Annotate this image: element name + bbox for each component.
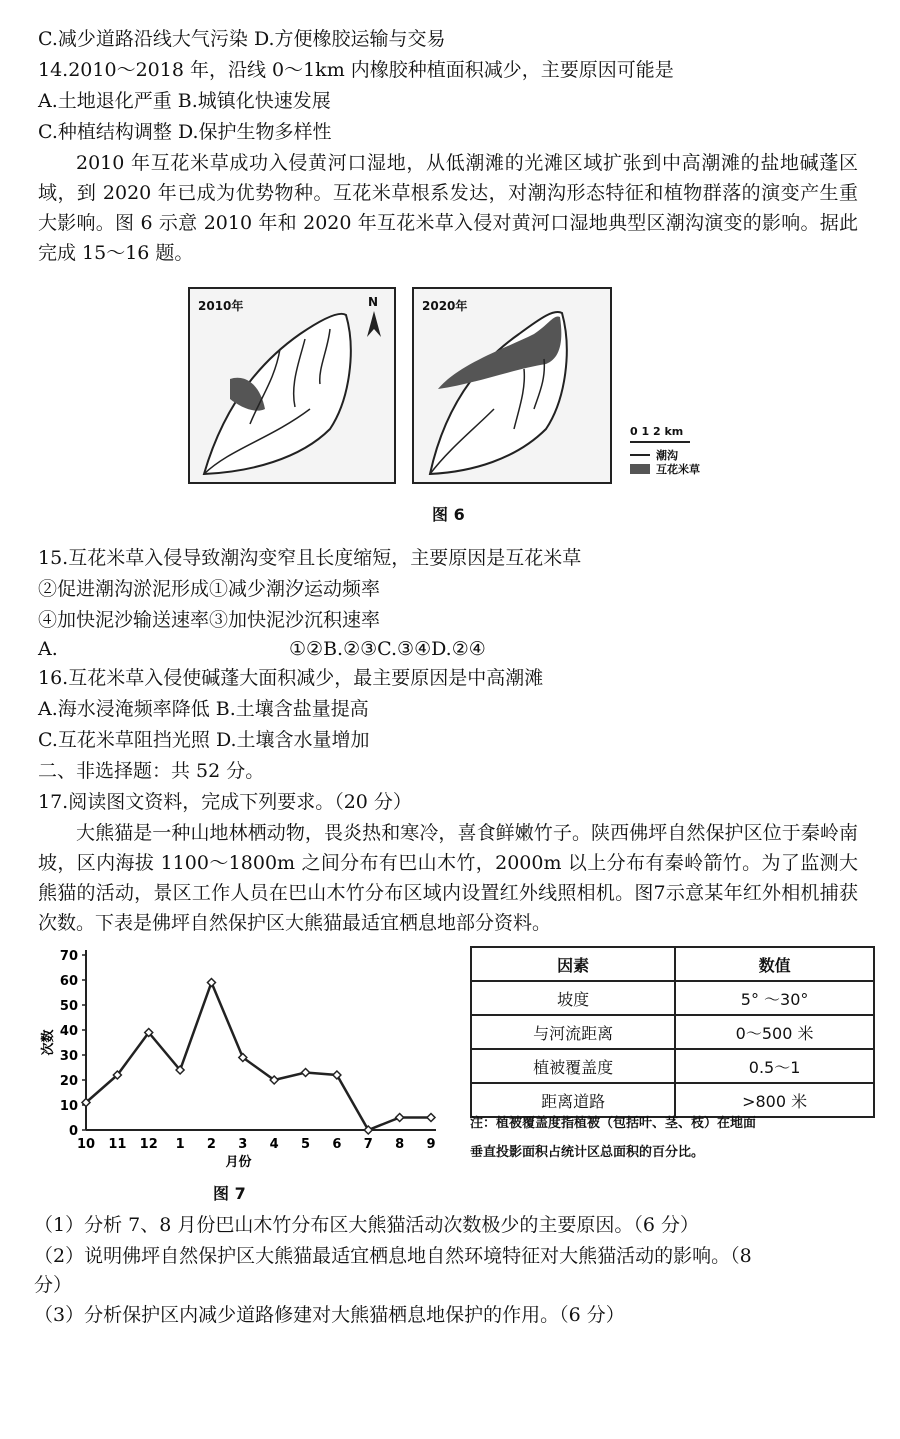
q16-options-2: C.互花米草阻挡光照 D.土壤含水量增加 [38, 729, 370, 751]
table-cell: 坡度 [471, 981, 675, 1015]
data-point [396, 1114, 404, 1122]
table-note-line-1: 注：植被覆盖度指植被（包括叶、茎、枝）在地面 [470, 1116, 757, 1131]
table-cell: 与河流距离 [471, 1015, 675, 1049]
q17-sub1: （1）分析 7、8 月份巴山木竹分布区大熊猫活动次数极少的主要原因。（6 分） [34, 1214, 699, 1236]
map-2010-label: 2010年 [198, 299, 244, 313]
x-tick-label: 12 [139, 1137, 158, 1152]
habitat-factors-table [470, 946, 875, 1118]
x-tick-label: 3 [238, 1137, 248, 1152]
q16-stem: 16.互花米草入侵使碱蓬大面积减少，最主要原因是中高潮滩 [38, 667, 544, 689]
north-arrow-icon [367, 311, 381, 337]
data-point [427, 1114, 435, 1122]
y-tick-label: 0 [68, 1124, 78, 1139]
table-header-row [471, 947, 874, 981]
q14-options-ab: A.土地退化严重 B.城镇化快速发展 [38, 90, 331, 112]
north-label: N [368, 295, 379, 309]
x-tick-label: 4 [269, 1137, 279, 1152]
q13-options-cd: C.减少道路沿线大气污染 D.方便橡胶运输与交易 [38, 28, 446, 50]
table-row [471, 981, 874, 1015]
table-cell: >800 米 [675, 1083, 874, 1117]
q16-options-1: A.海水浸淹频率降低 B.土壤含盐量提高 [38, 698, 369, 720]
table-row [471, 1049, 874, 1083]
q17-paragraph: 大熊猫是一种山地林栖动物，畏炎热和寒冷，喜食鲜嫩竹子。陕西佛坪自然保护区位于秦岭南坡，区内海拔 1100～1800m 之间分布有巴山木竹，2000m 以上分布有秦岭箭竹。为了监测大熊猫的活动，景区工作人员在巴山木竹分布区域内设置红外线照相机。图7示意某年红外相机捕获次数。下表是佛坪自然保护区大熊猫最适宜栖息地部分资料。 [38, 822, 858, 934]
q15-answer-rest: ①②B.②③C.③④D.②④ [289, 638, 486, 660]
figure-7-chart [38, 944, 448, 1169]
y-tick-label: 50 [59, 999, 78, 1014]
map-2020-label: 2020年 [422, 299, 468, 313]
figure-7-caption: 图 7 [213, 1184, 246, 1203]
q17-stem: 17.阅读图文资料，完成下列要求。（20 分） [38, 791, 412, 813]
x-tick-label: 5 [301, 1137, 311, 1152]
x-tick-label: 7 [363, 1137, 373, 1152]
x-tick-label: 6 [332, 1137, 342, 1152]
q17-sub2-line-1: （2）说明佛坪自然保护区大熊猫最适宜栖息地自然环境特征对大熊猫活动的影响。（8 [34, 1245, 752, 1267]
y-tick-label: 60 [59, 974, 78, 989]
x-axis-label: 月份 [225, 1155, 252, 1169]
table-cell: 植被覆盖度 [471, 1049, 675, 1083]
q17-sub2-line-2: 分） [34, 1274, 73, 1296]
data-point [302, 1069, 310, 1077]
q14-options-cd: C.种植结构调整 D.保护生物多样性 [38, 121, 332, 143]
table-header-factor: 因素 [471, 947, 675, 981]
table-cell: 0～500 米 [675, 1015, 874, 1049]
map-2010 [188, 287, 396, 484]
y-tick-label: 20 [59, 1074, 78, 1089]
intro-paragraph: 2010 年互花米草成功入侵黄河口湿地，从低潮滩的光滩区域扩张到中高潮滩的盐地碱蓬区域，到 2020 年已成为优势物种。互花米草根系发达，对潮沟形态特征和植物群落的演变产生重大影响。图 6 示意 2010 年和 2020 年互花米草入侵对黄河口湿地典型区潮沟演变的影响。据此完成 15～16 题。 [38, 152, 858, 264]
y-tick-label: 70 [59, 949, 78, 964]
series-line [86, 983, 431, 1131]
figure-6-caption: 图 6 [432, 505, 465, 524]
map-2020 [412, 287, 612, 484]
legend-channel-swatch [630, 454, 650, 456]
table-note-line-2: 垂直投影面积占统计区总面积的百分比。 [470, 1145, 705, 1160]
y-tick-label: 10 [59, 1099, 78, 1114]
legend-spartina-swatch [630, 464, 650, 474]
table-cell: 5° ～30° [675, 981, 874, 1015]
y-tick-label: 40 [59, 1024, 78, 1039]
q14-stem: 14.2010～2018 年，沿线 0～1km 内橡胶种植面积减少，主要原因可能是 [38, 59, 674, 81]
x-tick-label: 1 [175, 1137, 185, 1152]
table-cell: 距离道路 [471, 1083, 675, 1117]
table-cell: 0.5～1 [675, 1049, 874, 1083]
x-tick-label: 2 [206, 1137, 216, 1152]
map-2010-drawing [190, 289, 394, 482]
y-axis-label: 次数 [41, 1029, 56, 1056]
x-tick-label: 10 [76, 1137, 96, 1152]
section-2-heading: 二、非选择题：共 52 分。 [38, 760, 265, 782]
map-2020-drawing [414, 289, 610, 482]
q15-answer-a: A. [38, 638, 58, 660]
table-header-value: 数值 [675, 947, 874, 981]
scale-bar: 0 1 2 km [630, 425, 684, 438]
q15-options-2: ④加快泥沙输送速率③加快泥沙沉积速率 [38, 609, 381, 631]
y-tick-label: 30 [59, 1049, 78, 1064]
legend-channel-label: 潮沟 [656, 449, 678, 462]
x-tick-label: 11 [108, 1137, 127, 1152]
q15-stem: 15.互花米草入侵导致潮沟变窄且长度缩短，主要原因是互花米草 [38, 547, 582, 569]
x-tick-label: 8 [395, 1137, 405, 1152]
q15-options-1: ②促进潮沟淤泥形成①减少潮汐运动频率 [38, 578, 381, 600]
q17-sub3: （3）分析保护区内减少道路修建对大熊猫栖息地保护的作用。（6 分） [34, 1304, 625, 1326]
legend-spartina-label: 互花米草 [656, 463, 700, 476]
scale-bar-line [630, 441, 690, 443]
table-row [471, 1015, 874, 1049]
data-point [207, 979, 215, 987]
x-tick-label: 9 [426, 1137, 436, 1152]
